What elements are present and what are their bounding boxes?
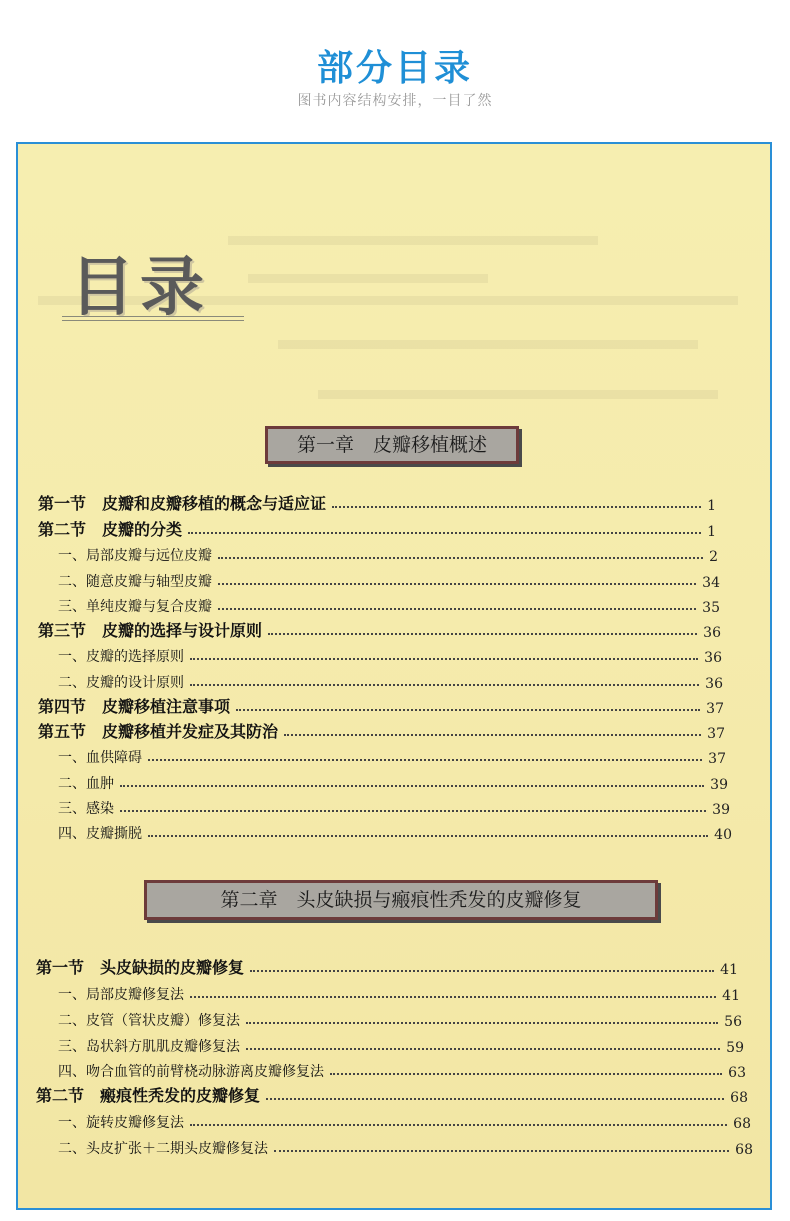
toc-entry-label: 四、吻合血管的前臂桡动脉游离皮瓣修复法 — [58, 1064, 324, 1080]
toc-item-row — [58, 743, 726, 767]
toc-page-number: 37 — [706, 701, 724, 717]
toc-item-row — [58, 819, 732, 843]
toc-page-number: 37 — [707, 726, 725, 742]
bleed-through-text — [228, 236, 598, 245]
dot-leader — [330, 1073, 722, 1075]
toc-page-number: 68 — [733, 1116, 751, 1132]
toc-page-number: 68 — [730, 1090, 748, 1106]
toc-page-number: 2 — [709, 549, 718, 565]
toc-item-row — [58, 794, 730, 818]
dot-leader — [284, 734, 701, 736]
toc-entry-label: 一、旋转皮瓣修复法 — [58, 1115, 184, 1131]
toc-entry-label: 第三节 皮瓣的选择与设计原则 — [38, 621, 263, 640]
dot-leader — [246, 1048, 720, 1050]
toc-entry-label: 三、岛状斜方肌肌皮瓣修复法 — [58, 1039, 240, 1055]
toc-entry-label: 第四节 皮瓣移植注意事项 — [38, 697, 231, 716]
toc-section-row — [38, 693, 724, 717]
toc-entry-label: 二、随意皮瓣与轴型皮瓣 — [58, 574, 212, 590]
toc-page-number: 56 — [724, 1014, 742, 1030]
dot-leader — [190, 658, 698, 660]
toc-entry-label: 第一节 皮瓣和皮瓣移植的概念与适应证 — [38, 494, 327, 513]
dot-leader — [190, 684, 699, 686]
toc-entry-label: 二、皮瓣的设计原则 — [58, 675, 184, 691]
toc-item-row — [58, 642, 722, 666]
toc-item-row — [58, 1006, 742, 1030]
toc-entry-label: 二、血肿 — [58, 776, 114, 792]
promo-subtitle: 图书内容结构安排，一目了然 — [297, 93, 493, 109]
chapter-2-heading — [144, 880, 658, 920]
dot-leader — [218, 557, 703, 559]
toc-page-number: 41 — [722, 988, 740, 1004]
toc-page-number: 36 — [705, 676, 723, 692]
dot-leader — [268, 633, 697, 635]
dot-leader — [266, 1098, 724, 1100]
book-toc-title: 目录 — [70, 251, 210, 325]
toc-entry-label: 三、单纯皮瓣与复合皮瓣 — [58, 599, 212, 615]
toc-section-row — [38, 718, 725, 742]
title-underline — [62, 316, 244, 317]
toc-entry-label: 一、局部皮瓣与远位皮瓣 — [58, 548, 212, 564]
toc-item-row — [58, 980, 740, 1004]
toc-page-number: 40 — [714, 827, 732, 843]
dot-leader — [148, 835, 708, 837]
toc-section-row — [38, 490, 716, 514]
toc-entry-label: 第二节 皮瓣的分类 — [38, 520, 183, 539]
toc-item-row — [58, 1057, 746, 1081]
toc-entry-label: 第五节 皮瓣移植并发症及其防治 — [38, 722, 279, 741]
toc-section-row — [38, 516, 716, 540]
toc-item-row — [58, 769, 728, 793]
dot-leader — [332, 506, 701, 508]
toc-item-row — [58, 668, 723, 692]
toc-item-row — [58, 592, 720, 616]
toc-item-row — [58, 541, 718, 565]
toc-item-row — [58, 1134, 753, 1158]
toc-page-number: 39 — [712, 802, 730, 818]
promo-title: 部分目录 — [316, 48, 473, 89]
toc-page-number: 35 — [702, 600, 720, 616]
bleed-through-text — [248, 274, 488, 283]
toc-entry-label: 二、头皮扩张＋二期头皮瓣修复法 — [58, 1141, 268, 1157]
toc-page-number: 68 — [735, 1142, 753, 1158]
toc-entry-label: 二、皮管（管状皮瓣）修复法 — [58, 1013, 240, 1029]
toc-page-number: 1 — [707, 498, 716, 514]
toc-page-number: 36 — [703, 625, 721, 641]
dot-leader — [218, 583, 696, 585]
book-page-photo — [16, 142, 772, 1210]
dot-leader — [120, 810, 706, 812]
toc-section-row — [38, 617, 721, 641]
dot-leader — [190, 996, 716, 998]
dot-leader — [218, 608, 696, 610]
toc-section-row — [36, 1082, 748, 1106]
toc-item-row — [58, 567, 720, 591]
toc-item-row — [58, 1032, 744, 1056]
chapter-1-heading — [265, 426, 519, 464]
dot-leader — [188, 532, 701, 534]
promo-header — [0, 0, 790, 140]
toc-page-number: 59 — [726, 1040, 744, 1056]
toc-page-number: 41 — [720, 962, 738, 978]
dot-leader — [274, 1150, 729, 1152]
bleed-through-text — [278, 340, 698, 349]
toc-page-number: 1 — [707, 524, 716, 540]
toc-page-number: 34 — [702, 575, 720, 591]
toc-page-number: 36 — [704, 650, 722, 666]
toc-entry-label: 一、皮瓣的选择原则 — [58, 649, 184, 665]
toc-entry-label: 第一节 头皮缺损的皮瓣修复 — [36, 958, 245, 977]
toc-entry-label: 一、局部皮瓣修复法 — [58, 987, 184, 1003]
dot-leader — [236, 709, 700, 711]
dot-leader — [190, 1124, 727, 1126]
toc-entry-label: 三、感染 — [58, 801, 114, 817]
toc-item-row — [58, 1108, 751, 1132]
toc-page-number: 39 — [710, 777, 728, 793]
toc-entry-label: 一、血供障碍 — [58, 750, 142, 766]
toc-entry-label: 第二节 瘢痕性秃发的皮瓣修复 — [36, 1086, 261, 1105]
dot-leader — [246, 1022, 718, 1024]
toc-page-number: 63 — [728, 1065, 746, 1081]
bleed-through-text — [318, 390, 718, 399]
toc-entry-label: 四、皮瓣撕脱 — [58, 826, 142, 842]
chapter-2-title: 第二章 头皮缺损与瘢痕性秃发的皮瓣修复 — [220, 889, 582, 911]
chapter-1-title: 第一章 皮瓣移植概述 — [296, 434, 487, 456]
dot-leader — [148, 759, 702, 761]
toc-page-number: 37 — [708, 751, 726, 767]
title-underline — [62, 320, 244, 321]
toc-section-row — [36, 954, 738, 978]
dot-leader — [250, 970, 714, 972]
dot-leader — [120, 785, 704, 787]
